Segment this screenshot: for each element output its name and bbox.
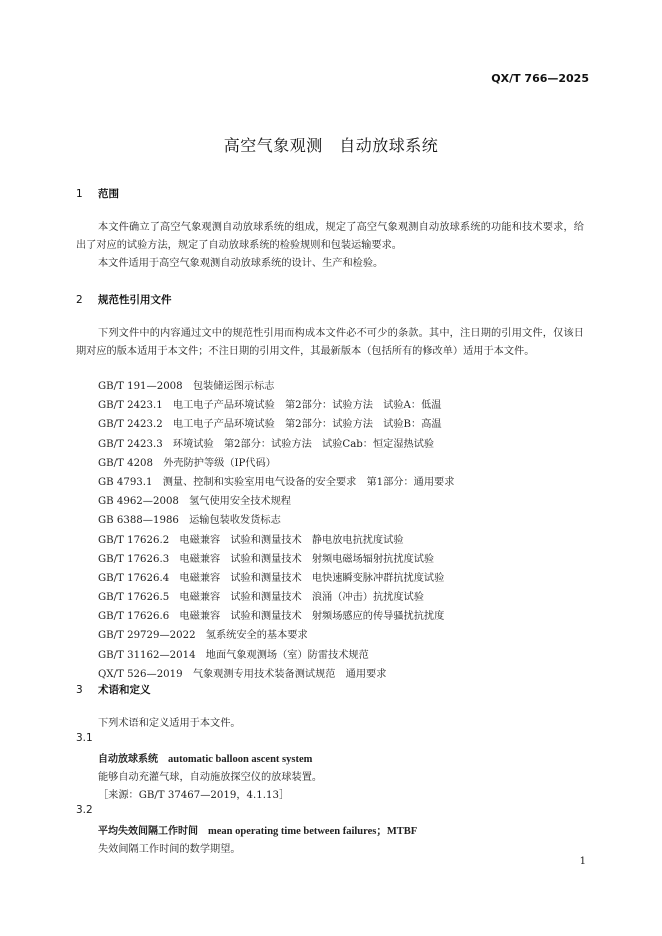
term-source: ［来源：GB/T 37467—2019，4.1.13］ <box>98 790 290 801</box>
reference-item: GB/T 2423.2 电工电子产品环境试验 第2部分：试验方法 试验B：高温 <box>98 419 442 431</box>
section-2-heading <box>76 292 172 307</box>
reference-item: GB/T 2423.3 环境试验 第2部分：试验方法 试验Cab：恒定湿热试验 <box>98 438 435 450</box>
reference-item: QX/T 526—2019 气象观测专用技术装备测试规范 通用要求 <box>98 668 387 680</box>
scope-paragraph-2: 本文件适用于高空气象观测自动放球系统的设计、生产和检验。 <box>98 258 384 269</box>
term-heading <box>98 750 312 765</box>
reference-item: GB/T 17626.6 电磁兼容 试验和测量技术 射频场感应的传导骚扰抗扰度 <box>98 611 445 623</box>
reference-item: GB/T 29729—2022 氢系统安全的基本要求 <box>98 630 308 642</box>
section-1-heading <box>76 186 119 201</box>
reference-item: GB/T 4208 外壳防护等级（IP代码） <box>98 457 276 469</box>
reference-item: GB/T 31162—2014 地面气象观测场（室）防雷技术规范 <box>98 649 369 661</box>
section-3-heading <box>76 682 151 697</box>
term-name-cn: 平均失效间隔工作时间 <box>98 826 198 837</box>
reference-item: GB/T 17626.2 电磁兼容 试验和测量技术 静电放电抗扰度试验 <box>98 534 404 546</box>
standard-number: QX/T 766—2025 <box>491 72 589 85</box>
reference-item: GB/T 17626.4 电磁兼容 试验和测量技术 电快速瞬变脉冲群抗扰度试验 <box>98 572 445 584</box>
normative-references-list <box>98 377 454 684</box>
term-heading <box>98 822 417 838</box>
reference-item: GB 4962—2008 氢气使用安全技术规程 <box>98 496 291 508</box>
section-number: 3 <box>76 684 83 696</box>
term-number: 3.1 <box>76 732 93 744</box>
terms-intro: 下列术语和定义适用于本文件。 <box>98 718 241 729</box>
section-title: 术语和定义 <box>98 684 151 696</box>
term-name-cn: 自动放球系统 <box>98 754 158 765</box>
term-definition: 能够自动充灌气球，自动施放探空仪的放球装置。 <box>98 772 323 783</box>
section-title: 规范性引用文件 <box>98 294 172 306</box>
term-name-en: automatic balloon ascent system <box>168 754 313 765</box>
term-number: 3.2 <box>76 804 93 816</box>
section-number: 2 <box>76 294 83 306</box>
reference-item: GB/T 191—2008 包装储运图示标志 <box>98 381 275 392</box>
reference-item: GB 4793.1 测量、控制和实验室用电气设备的安全要求 第1部分：通用要求 <box>98 476 455 488</box>
reference-item: GB/T 2423.1 电工电子产品环境试验 第2部分：试验方法 试验A：低温 <box>98 400 442 412</box>
term-name-en: mean operating time between failures；MTBF <box>208 826 418 837</box>
reference-item: GB 6388—1986 运输包装收发货标志 <box>98 515 281 527</box>
section-title: 范围 <box>98 188 119 200</box>
term-definition: 失效间隔工作时间的数学期望。 <box>98 844 241 855</box>
reference-item: GB/T 17626.3 电磁兼容 试验和测量技术 射频电磁场辐射抗扰度试验 <box>98 553 435 565</box>
references-intro: 下列文件中的内容通过文中的规范性引用而构成本文件必不可少的条款。其中，注日期的引用文件，仅该日期对应的版本适用于本文件；不注日期的引用文件，其最新版本（包括所有的修改单）适用于本文件。 <box>76 328 584 357</box>
section-number: 1 <box>76 188 83 200</box>
page-number: 1 <box>579 856 586 867</box>
document-title: 高空气象观测 自动放球系统 <box>223 136 439 155</box>
scope-paragraph-1: 本文件确立了高空气象观测自动放球系统的组成，规定了高空气象观测自动放球系统的功能和技术要求，给出了对应的试验方法，规定了自动放球系统的检验规则和包装运输要求。 <box>76 222 584 251</box>
reference-item: GB/T 17626.5 电磁兼容 试验和测量技术 浪涌（冲击）抗扰度试验 <box>98 592 424 604</box>
